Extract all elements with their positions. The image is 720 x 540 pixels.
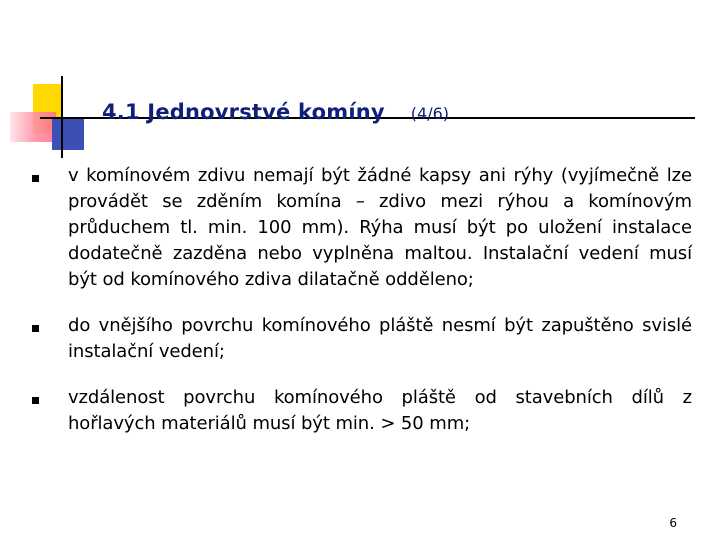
slide-title-counter: (4/6) xyxy=(410,104,449,123)
bullet-item xyxy=(32,163,692,293)
bullet-text: vzdálenost povrchu komínového pláště od stavebních dílů z hořlavých materiálů musí být min. > 50 mm; xyxy=(68,387,692,434)
bullet-item xyxy=(32,385,692,437)
bullet-square-icon xyxy=(32,175,39,182)
bullet-list xyxy=(32,163,692,437)
page-number: 6 xyxy=(669,516,677,530)
bullet-text: v komínovém zdivu nemají být žádné kapsy ani rýhy (vyjímečně lze provádět se zděním komína – zdivo mezi rýhou a komínovým průduchem tl. min. 100 mm). Rýha musí být po uložení instalace dodatečně zazděna nebo vyplněna maltou. Instalační vedení musí být od komínového zdiva dilatačně odděleno; xyxy=(68,165,692,290)
slide-title-text: 4.1 Jednovrstvé komíny xyxy=(102,100,385,124)
decor-blue-square xyxy=(52,118,84,150)
bullet-text: do vnějšího povrchu komínového pláště nesmí být zapuštěno svislé instalační vedení; xyxy=(68,315,692,362)
bullet-item xyxy=(32,313,692,365)
bullet-square-icon xyxy=(32,325,39,332)
slide-title xyxy=(102,100,449,124)
bullet-square-icon xyxy=(32,397,39,404)
